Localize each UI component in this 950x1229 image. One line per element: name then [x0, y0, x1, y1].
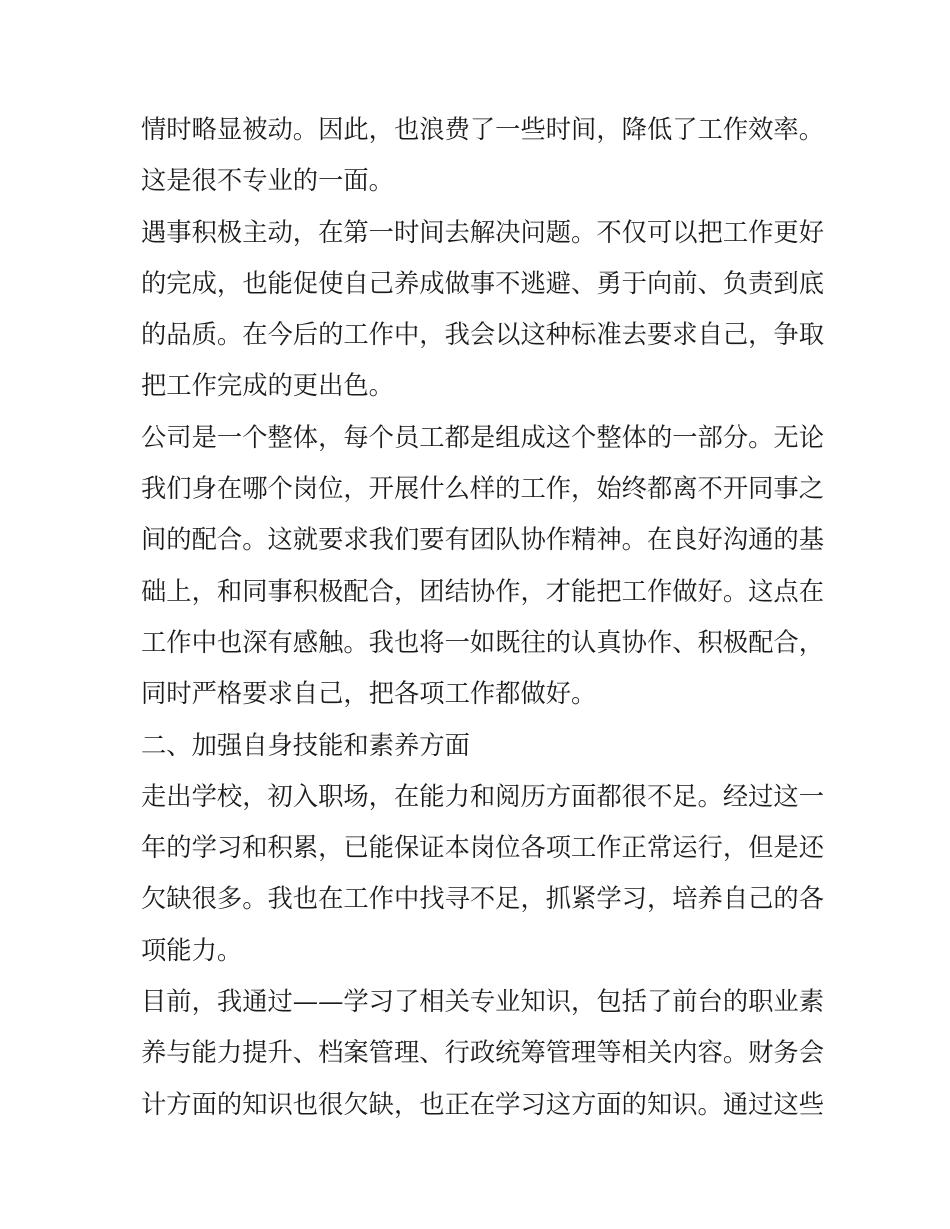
text-line: 这是很不专业的一面。 [141, 166, 394, 196]
text-line: 公司是一个整体，每个员工都是组成这个整体的一部分。无论 [141, 422, 825, 452]
text-line: 础上，和同事积极配合，团结协作，才能把工作做好。这点在 [141, 576, 825, 606]
body-text [141, 104, 825, 1130]
text-line: 计方面的知识也很欠缺，也正在学习这方面的知识。通过这些 [141, 1089, 825, 1119]
text-line: 走出学校，初入职场，在能力和阅历方面都很不足。经过这一 [141, 781, 825, 811]
text-line: 遇事积极主动，在第一时间去解决问题。不仅可以把工作更好 [141, 217, 825, 247]
text-line: 间的配合。这就要求我们要有团队协作精神。在良好沟通的基 [141, 525, 825, 555]
text-line: 养与能力提升、档案管理、行政统筹管理等相关内容。财务会 [141, 1038, 825, 1068]
text-line: 情时略显被动。因此，也浪费了一些时间，降低了工作效率。 [141, 115, 825, 144]
text-line: 把工作完成的更出色。 [141, 371, 394, 401]
text-line: 我们身在哪个岗位，开展什么样的工作，始终都离不开同事之 [141, 474, 825, 504]
text-line: 欠缺很多。我也在工作中找寻不足，抓紧学习，培养自己的各 [141, 884, 825, 914]
text-line: 目前，我通过——学习了相关专业知识，包括了前台的职业素 [141, 987, 825, 1017]
text-line: 的完成，也能促使自己养成做事不逃避、勇于向前、负责到底 [141, 268, 825, 298]
text-line: 的品质。在今后的工作中，我会以这种标准去要求自己，争取 [141, 320, 825, 350]
text-line: 年的学习和积累，已能保证本岗位各项工作正常运行，但是还 [141, 833, 825, 863]
text-line: 工作中也深有感触。我也将一如既往的认真协作、积极配合， [141, 627, 825, 657]
text-line: 项能力。 [141, 935, 243, 965]
text-line: 同时严格要求自己，把各项工作都做好。 [141, 679, 597, 709]
section-heading: 二、加强自身技能和素养方面 [141, 730, 470, 760]
